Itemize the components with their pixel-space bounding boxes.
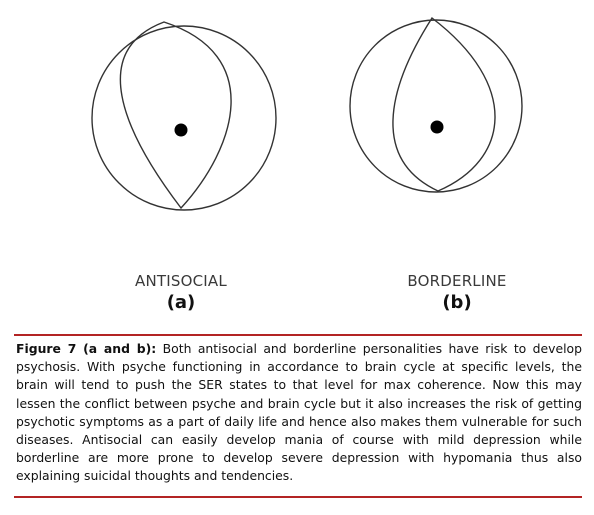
panel-b-teardrop	[393, 18, 495, 191]
panel-a-name: ANTISOCIAL	[135, 272, 227, 290]
panel-b-letter: (b)	[442, 292, 472, 313]
panel-a-letter: (a)	[166, 292, 196, 313]
panel-b-dot	[431, 121, 444, 134]
caption-bottom-rule	[14, 496, 582, 498]
panel-b-label	[387, 272, 527, 313]
panel-b-diagram	[350, 18, 522, 192]
caption-text: Both antisocial and borderline personalities have risk to develop psychosis. With psyche functioning in accordance to brain cycle at specific levels, the brain will tend to push the SER states to that level for max coherence. Now this may lessen the conflict between psyche and brain cycle but it also increases the risk of getting psychotic symptoms as a part of daily life and hence also makes them vulnerable for such diseases. Antisocial can easily develop mania of course with mild depression while borderline are more prone to develop severe depression with hypomania thus also explaining suicidal thoughts and tendencies.	[16, 341, 583, 484]
panel-a-dot	[175, 124, 188, 137]
figure-caption	[16, 340, 582, 486]
caption-title: Figure 7 (a and b):	[16, 341, 157, 356]
panel-a-label	[111, 272, 251, 313]
panel-a-teardrop	[120, 22, 231, 208]
panel-a-circle	[92, 26, 276, 210]
caption-top-rule	[14, 334, 582, 336]
panel-a-diagram	[92, 22, 276, 210]
panel-b-name: BORDERLINE	[407, 272, 507, 290]
panel-b-circle	[350, 20, 522, 192]
